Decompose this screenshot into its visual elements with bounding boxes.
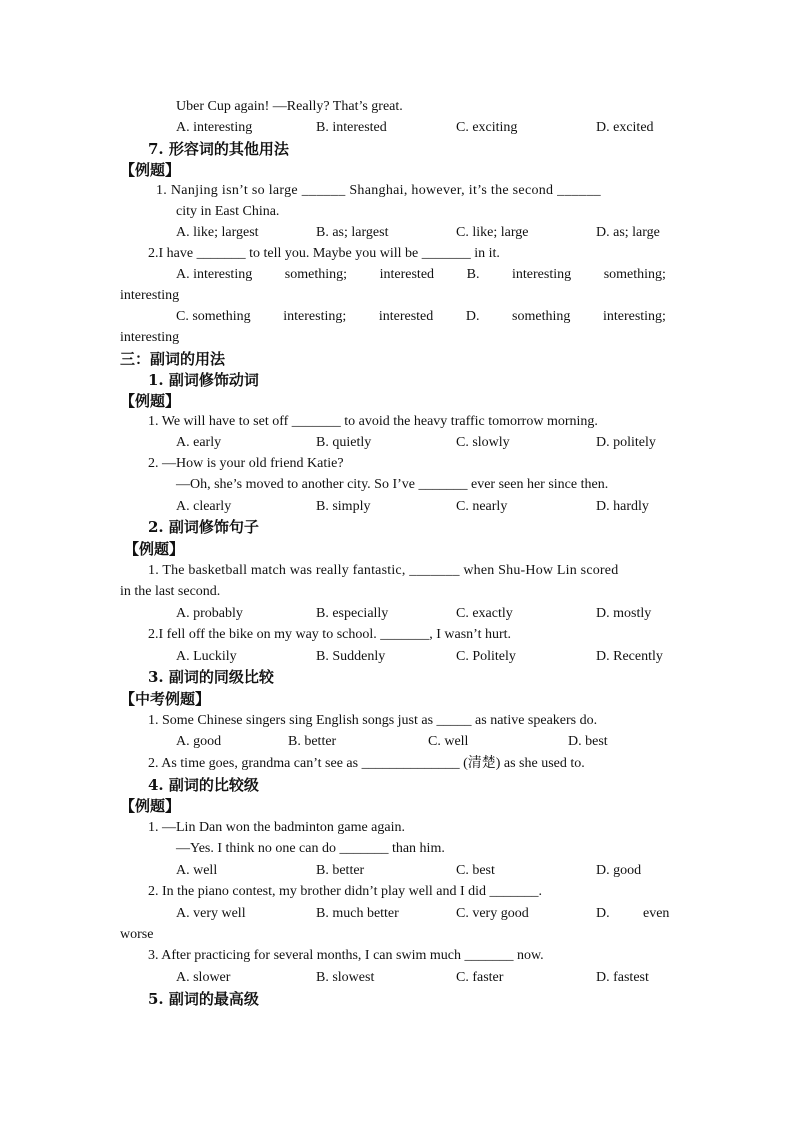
option-d: D. good [596,863,642,878]
option-c: C. like; large [456,225,529,240]
option-text: interesting [120,330,180,345]
option-a: A. slower [176,970,231,985]
option-d: D. as; large [596,225,660,240]
example-label: 【中考例题】 [120,690,211,708]
question-text: —Oh, she’s moved to another city. So I’ve _______ ever seen her since then. [176,477,609,492]
question-text: 1. We will have to set off _______ to avoid the heavy traffic tomorrow morning. [148,414,598,429]
option-a: A. interesting [176,267,253,282]
option-d: D. best [568,734,608,749]
option-text: even [643,906,670,921]
subsection-heading: 2. 副词修饰句子 [148,518,259,536]
question-text: 1. Some Chinese singers sing English songs just as _____ as native speakers do. [148,713,598,728]
subsection-heading: 1. 副词修饰动词 [148,371,259,389]
option-b: B. as; largest [316,225,389,240]
option-c: C. something [176,309,251,324]
question-text: in the last second. [120,584,221,599]
option-a: A. Luckily [176,649,237,664]
option-d: D. mostly [596,606,652,621]
option-c: C. exciting [456,120,518,135]
option-a: A. interesting [176,120,253,135]
option-b: B. especially [316,606,389,621]
question-text: 2. In the piano contest, my brother didn’t play well and I did _______. [148,884,543,899]
option-b: B. Suddenly [316,649,386,664]
option-a: A. like; largest [176,225,259,240]
subsection-heading: 3. 副词的同级比较 [148,668,274,686]
option-c: C. best [456,863,495,878]
example-label: 【例题】 [120,392,181,410]
option-b: B. much better [316,906,399,921]
option-d: D. [596,906,610,921]
options-row [176,308,666,326]
option-text: interesting [512,267,572,282]
question-text: —Yes. I think no one can do _______ than him. [176,841,445,856]
question-text: 2. —How is your old friend Katie? [148,456,344,471]
question-text: 1. The basketball match was really fantastic, _______ when Shu-How Lin scored [148,563,619,578]
option-b: B. simply [316,499,371,514]
option-b: B. interested [316,120,387,135]
option-c: C. well [428,734,469,749]
section-heading: 三：副词的用法 [120,350,226,368]
subsection-heading: 4. 副词的比较级 [148,776,259,794]
option-a: A. very well [176,906,246,921]
option-text: something [512,309,571,324]
option-c: C. Politely [456,649,516,664]
option-b: B. [466,267,480,282]
option-text: worse [120,927,154,942]
section-heading: 7. 形容词的其他用法 [148,140,289,158]
option-c: C. faster [456,970,504,985]
subsection-heading: 5. 副词的最高级 [148,990,259,1008]
option-text: interested [379,267,435,282]
option-a: A. early [176,435,222,450]
option-d: D. [465,309,480,324]
question-text: 1. —Lin Dan won the badminton game again. [148,820,405,835]
example-label: 【例题】 [120,797,181,815]
example-label: 【例题】 [120,161,181,179]
option-c: C. very good [456,906,529,921]
option-a: A. clearly [176,499,232,514]
option-b: B. slowest [316,970,375,985]
example-label: 【例题】 [124,540,185,558]
question-text: 3. After practicing for several months, I can swim much _______ now. [148,948,544,963]
option-a: A. good [176,734,222,749]
option-d: D. fastest [596,970,649,985]
option-text: interesting; [602,309,666,324]
options-row [176,266,666,284]
option-a: A. well [176,863,218,878]
question-text: city in East China. [176,204,280,219]
question-text: Uber Cup again! —Really? That’s great. [176,99,403,114]
option-text: interesting; [283,309,347,324]
option-d: D. hardly [596,499,649,514]
option-text: something; [603,267,666,282]
option-c: C. slowly [456,435,510,450]
option-b: B. better [316,863,365,878]
option-c: C. nearly [456,499,508,514]
question-text: 1. Nanjing isn’t so large ______ Shanghai, however, it’s the second ______ [156,183,601,198]
option-text: something; [284,267,348,282]
option-c: C. exactly [456,606,513,621]
option-b: B. better [288,734,337,749]
option-d: D. politely [596,435,656,450]
option-a: A. probably [176,606,243,621]
option-d: D. Recently [596,649,663,664]
option-d: D. excited [596,120,654,135]
option-b: B. quietly [316,435,372,450]
option-text: interested [378,309,434,324]
question-text: 2. As time goes, grandma can’t see as ______________ (清楚) as she used to. [148,756,585,771]
question-text: 2.I have _______ to tell you. Maybe you will be _______ in it. [148,246,500,261]
option-text: interesting [120,288,180,303]
question-text: 2.I fell off the bike on my way to school. _______, I wasn’t hurt. [148,627,512,642]
